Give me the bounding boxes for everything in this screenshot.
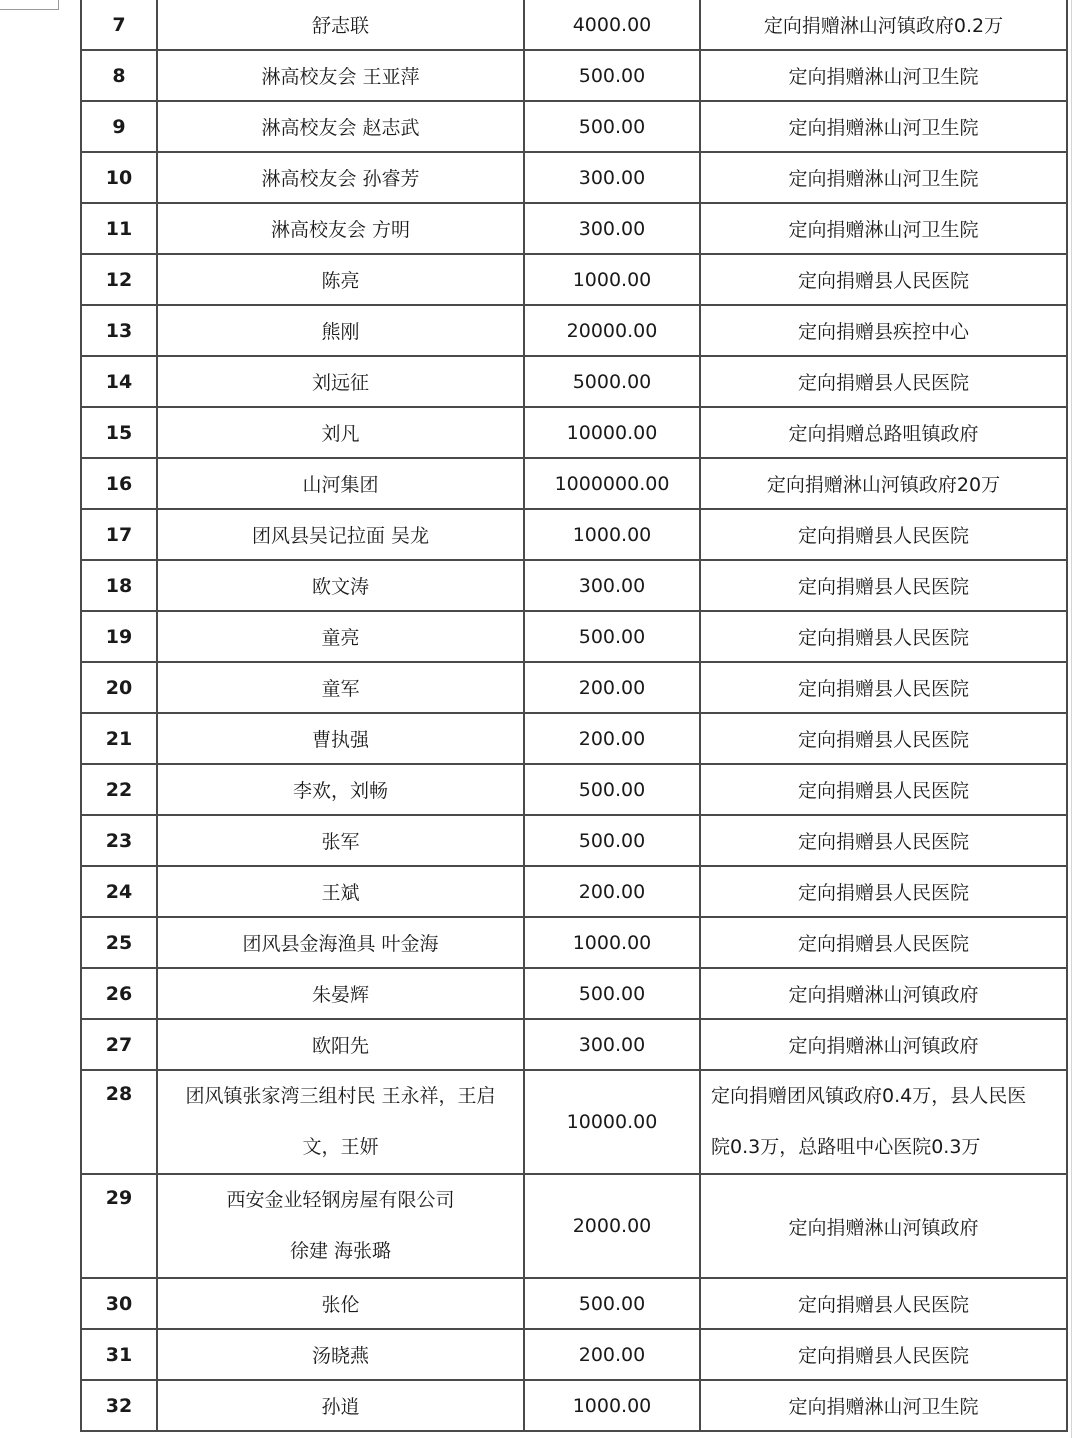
donor-name-line: 西安金业轻钢房屋有限公司 bbox=[226, 1189, 455, 1211]
table-row bbox=[81, 713, 1067, 764]
table-row bbox=[81, 50, 1067, 101]
table-row bbox=[81, 866, 1067, 917]
donation-amount: 200.00 bbox=[524, 662, 700, 713]
table-row bbox=[81, 254, 1067, 305]
row-number: 15 bbox=[81, 407, 157, 458]
table-row bbox=[81, 1329, 1067, 1380]
row-number: 19 bbox=[81, 611, 157, 662]
row-number: 28 bbox=[81, 1070, 157, 1174]
table-row bbox=[81, 917, 1067, 968]
row-number: 30 bbox=[81, 1278, 157, 1329]
donation-amount: 500.00 bbox=[524, 611, 700, 662]
donation-purpose-line: 定向捐赠团风镇政府0.4万，县人民医 bbox=[711, 1085, 1027, 1107]
donor-name: 曹执强 bbox=[157, 713, 524, 764]
page-edge bbox=[1071, 0, 1072, 1438]
donation-purpose: 定向捐赠县人民医院 bbox=[700, 815, 1067, 866]
donation-purpose bbox=[700, 1070, 1067, 1174]
donation-table bbox=[80, 0, 1068, 1432]
donor-name: 刘凡 bbox=[157, 407, 524, 458]
donation-amount: 200.00 bbox=[524, 713, 700, 764]
donor-name: 团风县吴记拉面 吴龙 bbox=[157, 509, 524, 560]
table-row bbox=[81, 1278, 1067, 1329]
donor-name: 刘远征 bbox=[157, 356, 524, 407]
table-row bbox=[81, 815, 1067, 866]
donation-amount: 4000.00 bbox=[524, 0, 700, 50]
table-row bbox=[81, 458, 1067, 509]
donor-name: 李欢，刘畅 bbox=[157, 764, 524, 815]
donor-name: 淋高校友会 方明 bbox=[157, 203, 524, 254]
donation-amount: 500.00 bbox=[524, 968, 700, 1019]
donation-amount: 300.00 bbox=[524, 152, 700, 203]
table-row bbox=[81, 611, 1067, 662]
table-row bbox=[81, 101, 1067, 152]
row-number: 20 bbox=[81, 662, 157, 713]
row-number: 21 bbox=[81, 713, 157, 764]
table-row bbox=[81, 305, 1067, 356]
donation-amount: 10000.00 bbox=[524, 407, 700, 458]
donation-purpose: 定向捐赠县人民医院 bbox=[700, 866, 1067, 917]
donation-purpose: 定向捐赠县人民医院 bbox=[700, 356, 1067, 407]
row-number: 24 bbox=[81, 866, 157, 917]
donation-purpose: 定向捐赠淋山河镇政府0.2万 bbox=[700, 0, 1067, 50]
donation-amount: 500.00 bbox=[524, 764, 700, 815]
donor-name: 舒志联 bbox=[157, 0, 524, 50]
table-row bbox=[81, 152, 1067, 203]
donation-amount: 500.00 bbox=[524, 101, 700, 152]
table-row bbox=[81, 0, 1067, 50]
donor-name: 熊刚 bbox=[157, 305, 524, 356]
row-number: 23 bbox=[81, 815, 157, 866]
donation-amount: 1000.00 bbox=[524, 1380, 700, 1431]
table-row bbox=[81, 356, 1067, 407]
table-row bbox=[81, 1174, 1067, 1278]
row-number: 7 bbox=[81, 0, 157, 50]
row-number: 17 bbox=[81, 509, 157, 560]
donor-name: 淋高校友会 王亚萍 bbox=[157, 50, 524, 101]
donation-purpose: 定向捐赠淋山河镇政府 bbox=[700, 968, 1067, 1019]
donation-purpose: 定向捐赠总路咀镇政府 bbox=[700, 407, 1067, 458]
row-number: 22 bbox=[81, 764, 157, 815]
donor-name: 陈亮 bbox=[157, 254, 524, 305]
donation-amount: 500.00 bbox=[524, 50, 700, 101]
row-number: 8 bbox=[81, 50, 157, 101]
table-row bbox=[81, 203, 1067, 254]
donor-name-line: 文，王妍 bbox=[302, 1136, 379, 1158]
donation-purpose: 定向捐赠县人民医院 bbox=[700, 254, 1067, 305]
donation-purpose: 定向捐赠县人民医院 bbox=[700, 662, 1067, 713]
donation-purpose: 定向捐赠县人民医院 bbox=[700, 1329, 1067, 1380]
donor-name: 欧文涛 bbox=[157, 560, 524, 611]
donor-name: 童亮 bbox=[157, 611, 524, 662]
donation-purpose: 定向捐赠淋山河镇政府 bbox=[700, 1174, 1067, 1278]
row-number: 14 bbox=[81, 356, 157, 407]
row-number: 16 bbox=[81, 458, 157, 509]
row-number: 32 bbox=[81, 1380, 157, 1431]
row-number: 25 bbox=[81, 917, 157, 968]
row-number: 10 bbox=[81, 152, 157, 203]
donation-amount: 10000.00 bbox=[524, 1070, 700, 1174]
row-number: 27 bbox=[81, 1019, 157, 1070]
donation-purpose: 定向捐赠县人民医院 bbox=[700, 917, 1067, 968]
donor-name: 欧阳先 bbox=[157, 1019, 524, 1070]
donation-purpose: 定向捐赠县人民医院 bbox=[700, 509, 1067, 560]
table-row bbox=[81, 1070, 1067, 1174]
donation-purpose: 定向捐赠县疾控中心 bbox=[700, 305, 1067, 356]
donation-purpose-line: 院0.3万，总路咀中心医院0.3万 bbox=[711, 1136, 981, 1158]
donation-amount: 5000.00 bbox=[524, 356, 700, 407]
row-number: 26 bbox=[81, 968, 157, 1019]
row-number: 12 bbox=[81, 254, 157, 305]
donor-name: 汤晓燕 bbox=[157, 1329, 524, 1380]
donation-purpose: 定向捐赠淋山河卫生院 bbox=[700, 152, 1067, 203]
donor-name: 孙逍 bbox=[157, 1380, 524, 1431]
donation-purpose: 定向捐赠淋山河卫生院 bbox=[700, 50, 1067, 101]
table-row bbox=[81, 1019, 1067, 1070]
row-number: 9 bbox=[81, 101, 157, 152]
donation-amount: 1000000.00 bbox=[524, 458, 700, 509]
donor-name: 朱晏辉 bbox=[157, 968, 524, 1019]
donation-purpose: 定向捐赠县人民医院 bbox=[700, 764, 1067, 815]
donation-purpose: 定向捐赠淋山河卫生院 bbox=[700, 101, 1067, 152]
donation-amount: 300.00 bbox=[524, 203, 700, 254]
table-row bbox=[81, 1380, 1067, 1431]
donation-amount: 20000.00 bbox=[524, 305, 700, 356]
row-number: 18 bbox=[81, 560, 157, 611]
donor-name: 王斌 bbox=[157, 866, 524, 917]
donation-purpose: 定向捐赠淋山河镇政府20万 bbox=[700, 458, 1067, 509]
donor-name: 张军 bbox=[157, 815, 524, 866]
table-row bbox=[81, 560, 1067, 611]
donor-name: 张伦 bbox=[157, 1278, 524, 1329]
donation-amount: 1000.00 bbox=[524, 509, 700, 560]
row-number: 11 bbox=[81, 203, 157, 254]
donor-name bbox=[157, 1070, 524, 1174]
donor-name bbox=[157, 1174, 524, 1278]
table-row bbox=[81, 968, 1067, 1019]
donation-purpose: 定向捐赠县人民医院 bbox=[700, 713, 1067, 764]
donation-amount: 500.00 bbox=[524, 815, 700, 866]
donor-name-line: 徐建 海张璐 bbox=[289, 1240, 392, 1262]
donation-amount: 300.00 bbox=[524, 1019, 700, 1070]
donor-name-line: 团风镇张家湾三组村民 王永祥，王启 bbox=[185, 1085, 496, 1107]
row-number: 31 bbox=[81, 1329, 157, 1380]
page-corner-mark bbox=[0, 0, 59, 10]
donation-purpose: 定向捐赠县人民医院 bbox=[700, 1278, 1067, 1329]
donation-purpose: 定向捐赠淋山河卫生院 bbox=[700, 1380, 1067, 1431]
donation-amount: 1000.00 bbox=[524, 917, 700, 968]
donation-table-body bbox=[81, 0, 1067, 1431]
donor-name: 童军 bbox=[157, 662, 524, 713]
table-row bbox=[81, 764, 1067, 815]
donation-amount: 2000.00 bbox=[524, 1174, 700, 1278]
donation-amount: 200.00 bbox=[524, 866, 700, 917]
donation-purpose: 定向捐赠县人民医院 bbox=[700, 560, 1067, 611]
donor-name: 团风县金海渔具 叶金海 bbox=[157, 917, 524, 968]
row-number: 13 bbox=[81, 305, 157, 356]
table-row bbox=[81, 662, 1067, 713]
donor-name: 山河集团 bbox=[157, 458, 524, 509]
donation-purpose: 定向捐赠县人民医院 bbox=[700, 611, 1067, 662]
donor-name: 淋高校友会 孙睿芳 bbox=[157, 152, 524, 203]
row-number: 29 bbox=[81, 1174, 157, 1278]
donor-name: 淋高校友会 赵志武 bbox=[157, 101, 524, 152]
donation-amount: 500.00 bbox=[524, 1278, 700, 1329]
donation-amount: 1000.00 bbox=[524, 254, 700, 305]
donation-purpose: 定向捐赠淋山河镇政府 bbox=[700, 1019, 1067, 1070]
donation-amount: 200.00 bbox=[524, 1329, 700, 1380]
donation-purpose: 定向捐赠淋山河卫生院 bbox=[700, 203, 1067, 254]
donation-amount: 300.00 bbox=[524, 560, 700, 611]
table-row bbox=[81, 509, 1067, 560]
table-row bbox=[81, 407, 1067, 458]
